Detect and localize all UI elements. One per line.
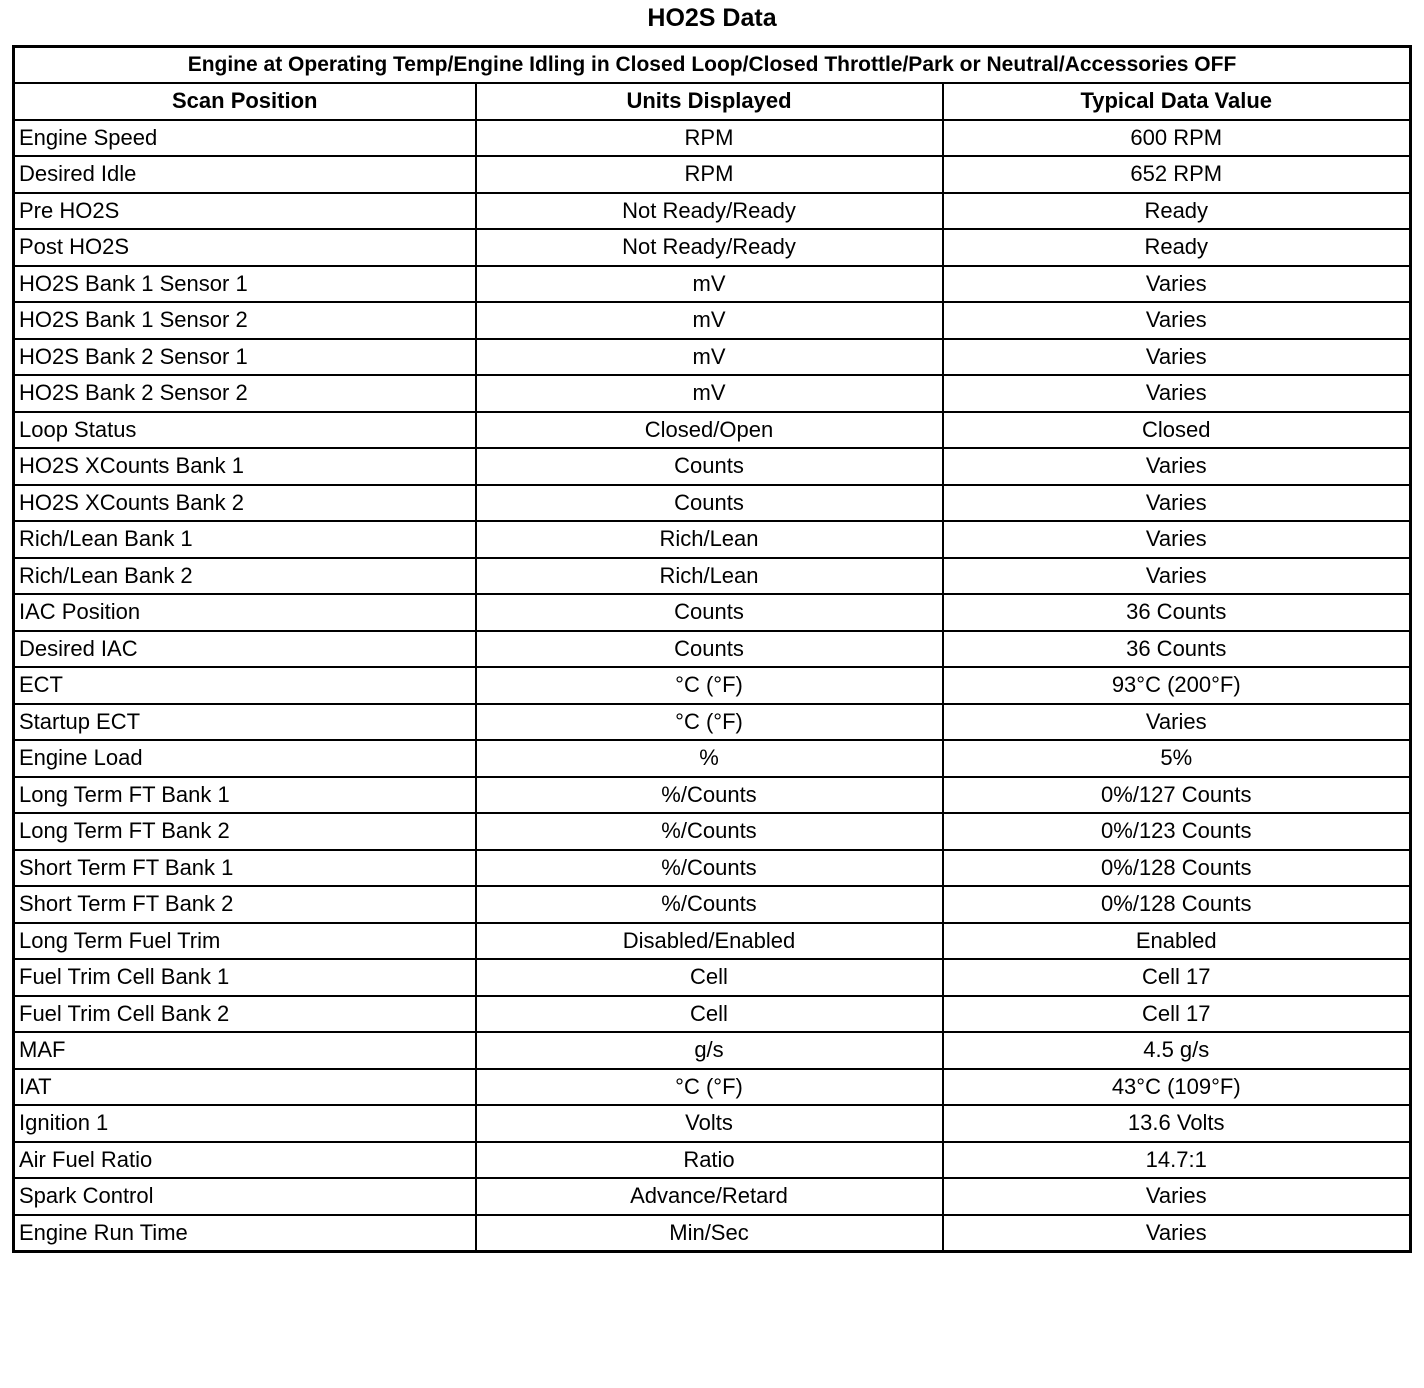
- typical-value-cell: Cell 17: [943, 959, 1411, 996]
- units-displayed-cell: mV: [476, 375, 943, 412]
- table-row: [14, 667, 1411, 704]
- typical-value-cell: 0%/127 Counts: [943, 777, 1411, 814]
- scan-position-cell: Spark Control: [14, 1178, 476, 1215]
- typical-value-cell: Varies: [943, 1178, 1411, 1215]
- typical-value-cell: 36 Counts: [943, 631, 1411, 668]
- units-displayed-cell: °C (°F): [476, 704, 943, 741]
- units-displayed-cell: °C (°F): [476, 667, 943, 704]
- scan-position-cell: Air Fuel Ratio: [14, 1142, 476, 1179]
- condition-row: [14, 47, 1411, 84]
- typical-value-cell: Closed: [943, 412, 1411, 449]
- units-displayed-cell: RPM: [476, 120, 943, 157]
- units-displayed-cell: Counts: [476, 631, 943, 668]
- scan-position-cell: HO2S Bank 1 Sensor 1: [14, 266, 476, 303]
- typical-value-cell: Varies: [943, 704, 1411, 741]
- units-displayed-cell: %/Counts: [476, 777, 943, 814]
- table-row: [14, 996, 1411, 1033]
- typical-value-cell: 14.7:1: [943, 1142, 1411, 1179]
- scan-position-cell: Rich/Lean Bank 2: [14, 558, 476, 595]
- typical-value-cell: 36 Counts: [943, 594, 1411, 631]
- typical-value-cell: Varies: [943, 375, 1411, 412]
- units-displayed-cell: mV: [476, 302, 943, 339]
- typical-value-cell: Cell 17: [943, 996, 1411, 1033]
- units-displayed-cell: %/Counts: [476, 850, 943, 887]
- scan-position-cell: Startup ECT: [14, 704, 476, 741]
- typical-value-cell: 43°C (109°F): [943, 1069, 1411, 1106]
- typical-value-cell: 93°C (200°F): [943, 667, 1411, 704]
- table-row: [14, 521, 1411, 558]
- typical-value-cell: 5%: [943, 740, 1411, 777]
- table-row: [14, 412, 1411, 449]
- units-displayed-cell: Not Ready/Ready: [476, 193, 943, 230]
- table-row: [14, 1142, 1411, 1179]
- scan-position-cell: Fuel Trim Cell Bank 1: [14, 959, 476, 996]
- units-displayed-cell: Rich/Lean: [476, 558, 943, 595]
- table-row: [14, 594, 1411, 631]
- scan-position-cell: Ignition 1: [14, 1105, 476, 1142]
- table-row: [14, 193, 1411, 230]
- units-displayed-cell: Advance/Retard: [476, 1178, 943, 1215]
- units-displayed-cell: Min/Sec: [476, 1215, 943, 1252]
- header-row: [14, 83, 1411, 120]
- typical-value-cell: Varies: [943, 339, 1411, 376]
- scan-position-cell: HO2S Bank 2 Sensor 1: [14, 339, 476, 376]
- units-displayed-cell: RPM: [476, 156, 943, 193]
- typical-value-cell: Varies: [943, 448, 1411, 485]
- table-row: [14, 813, 1411, 850]
- scan-position-cell: Desired Idle: [14, 156, 476, 193]
- units-displayed-cell: %: [476, 740, 943, 777]
- table-row: [14, 1105, 1411, 1142]
- units-displayed-cell: %/Counts: [476, 813, 943, 850]
- scan-position-cell: Desired IAC: [14, 631, 476, 668]
- typical-value-cell: Varies: [943, 485, 1411, 522]
- units-displayed-cell: %/Counts: [476, 886, 943, 923]
- table-row: [14, 485, 1411, 522]
- typical-value-cell: Varies: [943, 266, 1411, 303]
- typical-value-cell: Varies: [943, 1215, 1411, 1252]
- table-row: [14, 886, 1411, 923]
- scan-position-cell: IAC Position: [14, 594, 476, 631]
- units-displayed-cell: Not Ready/Ready: [476, 229, 943, 266]
- typical-value-cell: 600 RPM: [943, 120, 1411, 157]
- scan-position-cell: MAF: [14, 1032, 476, 1069]
- scan-position-cell: Loop Status: [14, 412, 476, 449]
- scan-position-cell: Short Term FT Bank 2: [14, 886, 476, 923]
- table-row: [14, 375, 1411, 412]
- table-row: [14, 740, 1411, 777]
- units-displayed-cell: g/s: [476, 1032, 943, 1069]
- units-displayed-cell: Counts: [476, 448, 943, 485]
- typical-value-cell: Varies: [943, 521, 1411, 558]
- scan-position-cell: ECT: [14, 667, 476, 704]
- units-displayed-cell: mV: [476, 266, 943, 303]
- units-displayed-cell: Counts: [476, 485, 943, 522]
- table-row: [14, 923, 1411, 960]
- table-row: [14, 266, 1411, 303]
- table-row: [14, 229, 1411, 266]
- scan-position-cell: Rich/Lean Bank 1: [14, 521, 476, 558]
- units-displayed-cell: Counts: [476, 594, 943, 631]
- scan-position-cell: Pre HO2S: [14, 193, 476, 230]
- condition-cell: Engine at Operating Temp/Engine Idling in Closed Loop/Closed Throttle/Park or Neutral/Accessories OFF: [14, 47, 1411, 84]
- units-displayed-cell: Cell: [476, 996, 943, 1033]
- scan-position-cell: Short Term FT Bank 1: [14, 850, 476, 887]
- units-displayed-cell: Rich/Lean: [476, 521, 943, 558]
- scan-position-cell: Engine Load: [14, 740, 476, 777]
- scan-position-cell: IAT: [14, 1069, 476, 1106]
- typical-value-cell: 4.5 g/s: [943, 1032, 1411, 1069]
- scan-position-cell: Long Term FT Bank 1: [14, 777, 476, 814]
- typical-value-cell: 0%/123 Counts: [943, 813, 1411, 850]
- typical-value-cell: Varies: [943, 558, 1411, 595]
- typical-value-cell: Enabled: [943, 923, 1411, 960]
- table-row: [14, 631, 1411, 668]
- typical-value-cell: Ready: [943, 193, 1411, 230]
- scan-position-cell: Engine Run Time: [14, 1215, 476, 1252]
- table-row: [14, 120, 1411, 157]
- scan-position-cell: Fuel Trim Cell Bank 2: [14, 996, 476, 1033]
- typical-value-cell: 13.6 Volts: [943, 1105, 1411, 1142]
- units-displayed-cell: mV: [476, 339, 943, 376]
- table-row: [14, 777, 1411, 814]
- scan-position-cell: HO2S XCounts Bank 1: [14, 448, 476, 485]
- units-displayed-cell: Disabled/Enabled: [476, 923, 943, 960]
- scan-position-cell: HO2S XCounts Bank 2: [14, 485, 476, 522]
- typical-value-cell: Varies: [943, 302, 1411, 339]
- typical-value-cell: 0%/128 Counts: [943, 850, 1411, 887]
- scan-position-cell: HO2S Bank 2 Sensor 2: [14, 375, 476, 412]
- units-displayed-cell: Volts: [476, 1105, 943, 1142]
- page-title: HO2S Data: [647, 4, 777, 32]
- units-displayed-cell: Ratio: [476, 1142, 943, 1179]
- table-row: [14, 302, 1411, 339]
- scan-position-cell: Long Term FT Bank 2: [14, 813, 476, 850]
- table-row: [14, 448, 1411, 485]
- column-header-units-displayed: Units Displayed: [476, 83, 943, 120]
- table-row: [14, 1032, 1411, 1069]
- table-row: [14, 558, 1411, 595]
- table-row: [14, 339, 1411, 376]
- typical-value-cell: 0%/128 Counts: [943, 886, 1411, 923]
- scan-position-cell: Engine Speed: [14, 120, 476, 157]
- table-row: [14, 1215, 1411, 1252]
- typical-value-cell: 652 RPM: [943, 156, 1411, 193]
- column-header-typical-data-value: Typical Data Value: [943, 83, 1411, 120]
- column-header-scan-position: Scan Position: [14, 83, 476, 120]
- table-row: [14, 1069, 1411, 1106]
- table-row: [14, 156, 1411, 193]
- units-displayed-cell: Closed/Open: [476, 412, 943, 449]
- table-row: [14, 959, 1411, 996]
- units-displayed-cell: Cell: [476, 959, 943, 996]
- ho2s-data-table: [12, 45, 1412, 1253]
- table-row: [14, 850, 1411, 887]
- scan-position-cell: Long Term Fuel Trim: [14, 923, 476, 960]
- table-row: [14, 1178, 1411, 1215]
- table-row: [14, 704, 1411, 741]
- typical-value-cell: Ready: [943, 229, 1411, 266]
- scan-position-cell: Post HO2S: [14, 229, 476, 266]
- units-displayed-cell: °C (°F): [476, 1069, 943, 1106]
- scan-position-cell: HO2S Bank 1 Sensor 2: [14, 302, 476, 339]
- table-body: [14, 120, 1411, 1252]
